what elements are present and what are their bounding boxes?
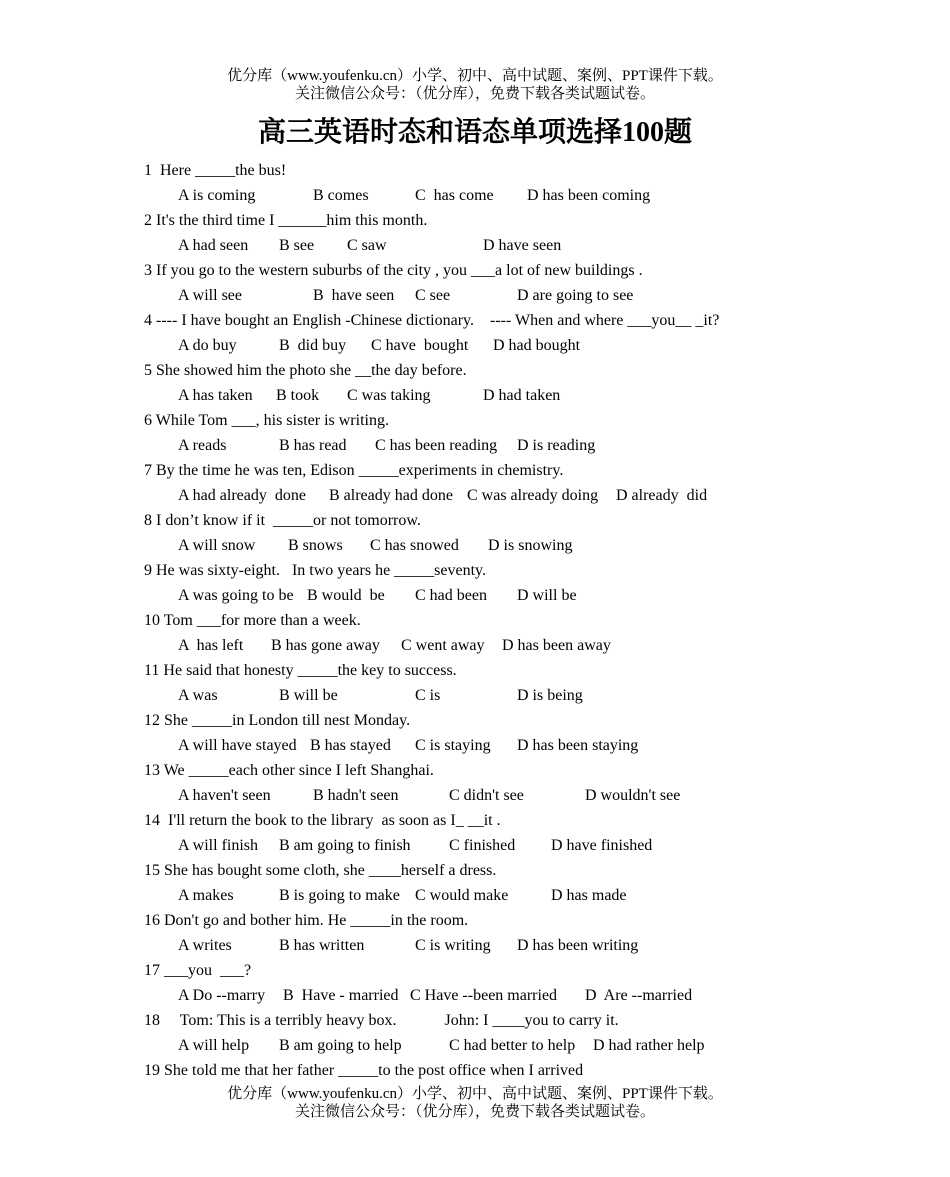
option-c: C was already doing [467,487,599,504]
option-c: C has been reading [375,437,498,454]
option-c: C have bought [371,337,469,354]
header-line-2: 关注微信公众号：（优分库），免费下载各类试题试卷。 [294,86,655,102]
option-c: C is [415,687,441,704]
option-d: D Are --married [585,987,693,1004]
options-row [144,633,904,658]
option-a: A has taken [178,387,253,404]
option-b: B Have - married [283,987,399,1004]
options-row [144,433,904,458]
option-c: C had better to help [449,1037,576,1054]
options-row [144,983,904,1008]
option-d: D is being [517,687,583,704]
option-d: D have seen [483,237,562,254]
question-text: 13 We _____each other since I left Shanghai. [144,762,434,779]
options-row [144,183,904,208]
options-row [144,333,904,358]
option-b: B did buy [279,337,347,354]
page-footer [0,1085,950,1121]
options-row [144,733,904,758]
option-a: A will finish [178,837,259,854]
question-text: 15 She has bought some cloth, she ____herself a dress. [144,862,497,879]
option-c: C has snowed [370,537,459,554]
option-c: C has come [415,187,494,204]
option-c: C went away [401,637,485,654]
option-b: B has stayed [310,737,391,754]
option-a: A was going to be [178,587,294,604]
option-c: C is staying [415,737,491,754]
option-d: D have finished [551,837,653,854]
option-b: B already had done [329,487,453,504]
option-b: B am going to finish [279,837,411,854]
option-c: C is writing [415,937,491,954]
options-row [144,783,904,808]
option-d: D has been staying [517,737,639,754]
footer-line-1: 优分库（www.youfenku.cn）小学、初中、高中试题、案例、PPT课件下载。 [227,1086,723,1102]
option-d: D wouldn't see [585,787,681,804]
option-b: B hadn't seen [313,787,399,804]
question-text: 3 If you go to the western suburbs of the city , you ___a lot of new buildings . [144,262,643,279]
option-b: B has read [279,437,347,454]
page-title: 高三英语时态和语态单项选择100题 [257,117,692,148]
option-d: D has made [551,887,627,904]
option-b: B is going to make [279,887,400,904]
option-c: C had been [415,587,487,604]
option-a: A Do --marry [178,987,266,1004]
option-b: B have seen [313,287,395,304]
question-text: 1 Here _____the bus! [144,162,287,179]
question-text: 5 She showed him the photo she __the day before. [144,362,467,379]
question-text: 16 Don't go and bother him. He _____in the room. [144,912,469,929]
question-text: 18 Tom: This is a terribly heavy box. John: I ____you to carry it. [144,1012,619,1029]
option-d: D has been away [502,637,611,654]
option-d: D are going to see [517,287,634,304]
option-b: B see [279,237,315,254]
options-row [144,583,904,608]
question-text: 12 She _____in London till nest Monday. [144,712,411,729]
option-d: D had bought [493,337,581,354]
question-list [144,158,904,1083]
option-a: A will snow [178,537,256,554]
options-row [144,483,904,508]
option-b: B snows [288,537,343,554]
option-a: A will have stayed [178,737,297,754]
option-a: A reads [178,437,227,454]
option-c: C Have --been married [410,987,558,1004]
option-b: B am going to help [279,1037,402,1054]
question-text: 19 She told me that her father _____to the post office when I arrived [144,1062,584,1079]
option-a: A do buy [178,337,237,354]
question-text: 4 ---- I have bought an English -Chinese dictionary. ---- When and where ___you__ _it? [144,312,720,329]
options-row [144,683,904,708]
options-row [144,533,904,558]
options-row [144,1033,904,1058]
option-a: A will help [178,1037,250,1054]
option-d: D will be [517,587,577,604]
question-text: 6 While Tom ___, his sister is writing. [144,412,389,429]
question-text: 7 By the time he was ten, Edison _____experiments in chemistry. [144,462,564,479]
options-row [144,233,904,258]
option-b: B took [276,387,320,404]
question-text: 2 It's the third time I ______him this month. [144,212,428,229]
question-text: 9 He was sixty-eight. In two years he _____seventy. [144,562,486,579]
option-d: D has been coming [527,187,651,204]
option-a: A had already done [178,487,306,504]
option-c: C would make [415,887,509,904]
footer-line-2: 关注微信公众号：（优分库），免费下载各类试题试卷。 [294,1104,655,1120]
options-row [144,833,904,858]
options-row [144,283,904,308]
question-text: 17 ___you ___? [144,962,252,979]
option-a: A has left [178,637,244,654]
option-d: D has been writing [517,937,639,954]
page-header [0,67,950,103]
option-b: B has written [279,937,365,954]
option-a: A haven't seen [178,787,271,804]
option-c: C was taking [347,387,431,404]
question-text: 11 He said that honesty _____the key to success. [144,662,457,679]
options-row [144,933,904,958]
header-line-1: 优分库（www.youfenku.cn）小学、初中、高中试题、案例、PPT课件下载。 [227,68,723,84]
option-d: D is reading [517,437,596,454]
question-text: 8 I don’t know if it _____or not tomorrow. [144,512,421,529]
option-a: A writes [178,937,232,954]
option-a: A was [178,687,218,704]
option-c: C saw [347,237,387,254]
question-text: 14 I'll return the book to the library as soon as I_ __it . [144,812,501,829]
option-c: C finished [449,837,516,854]
options-row [144,883,904,908]
option-c: C didn't see [449,787,524,804]
option-d: D already did [616,487,708,504]
option-a: A had seen [178,237,249,254]
option-d: D is snowing [488,537,573,554]
option-c: C see [415,287,451,304]
option-a: A is coming [178,187,256,204]
question-text: 10 Tom ___for more than a week. [144,612,361,629]
option-d: D had rather help [593,1037,705,1054]
option-b: B comes [313,187,369,204]
option-d: D had taken [483,387,561,404]
option-a: A makes [178,887,234,904]
option-a: A will see [178,287,242,304]
option-b: B would be [307,587,385,604]
option-b: B will be [279,687,338,704]
option-b: B has gone away [271,637,380,654]
options-row [144,383,904,408]
